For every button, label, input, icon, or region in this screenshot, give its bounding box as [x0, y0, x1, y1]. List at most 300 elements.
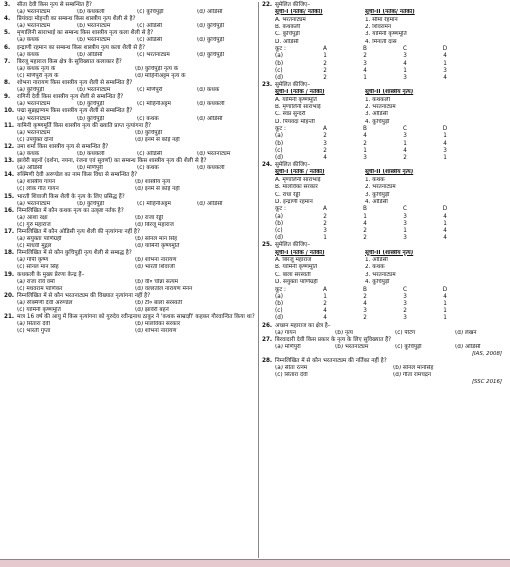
answer-codes [262, 206, 506, 242]
list-1-item: A. मृणालिनी साराभाई [275, 176, 321, 183]
option: (c) माधवी मुद्गल [17, 243, 52, 250]
code-cell: A [323, 206, 327, 213]
list-2-heading: सूची-II (शास्त्रीय नृत्य) [365, 249, 414, 256]
code-row [262, 53, 506, 60]
code-cell: 2 [323, 60, 327, 67]
option: (d) यामिनी कृष्णमूर्ति [135, 243, 180, 250]
question-text: शोभना नारायण किस शास्त्रीय नृत्य शैली से सम्बन्धित हैं? [17, 80, 133, 87]
option: (d) ओडिसी [197, 9, 223, 16]
option: (b) भरतनाट्यम [335, 343, 369, 350]
match-table [262, 9, 506, 46]
option: (a) कथक [17, 150, 40, 157]
list-1-item: B. यामिनी कृष्णमूर्ति [275, 264, 318, 271]
question [4, 80, 256, 94]
question [4, 194, 256, 208]
code-cell: 3 [403, 74, 407, 81]
list-2-item: 1. सीमा रेहमान [365, 16, 398, 23]
code-cell: 3 [443, 67, 447, 74]
options [4, 116, 256, 123]
match-row [262, 192, 506, 199]
question-number: 7. [4, 58, 11, 65]
code-cell: 1 [443, 155, 447, 162]
question-number: 10. [4, 108, 15, 115]
options [4, 37, 256, 44]
code-cell: 1 [403, 228, 407, 235]
match-row [262, 177, 506, 184]
code-row [262, 308, 506, 315]
match-header [262, 169, 506, 176]
list-2-item: 3. भरतनाट्यम [365, 271, 396, 278]
code-cell: 2 [323, 67, 327, 74]
match-row [262, 24, 506, 31]
question-text: सुमेलित कीजिए– [275, 82, 311, 89]
list-1-item: D. संयुक्ता पाणिग्रही [275, 279, 318, 286]
question-number: 12. [4, 143, 15, 150]
question [262, 337, 506, 358]
question-number: 21. [4, 314, 15, 321]
match-row [262, 97, 506, 104]
question-text: प्रियंवदा मोहन्ती का सम्बन्ध किस शास्त्रीय नृत्य शैली से है? [17, 16, 136, 23]
code-cell: (b) [275, 140, 284, 147]
code-cell: 1 [403, 140, 407, 147]
options [262, 344, 506, 351]
list-1-item: B. मालविका सरकार [275, 184, 318, 191]
option: (c) मोहिनीअट्टम [137, 101, 171, 108]
question [4, 208, 256, 229]
options-row [4, 257, 256, 264]
exam-reference: [IAS, 2008] [471, 350, 502, 357]
option: (b) कथकली [77, 9, 105, 16]
option: (d) लेखन [455, 329, 477, 336]
option: (a) भरतनाट्यम [17, 23, 51, 30]
option: (b) शोभना नारायण [135, 257, 177, 264]
answer-codes [262, 126, 506, 162]
question-text: बिरवादारी देवी किस प्रकार के नृत्य के लिए सुविख्यात हैं? [275, 336, 392, 343]
code-cell: 4 [403, 60, 407, 67]
code-cell: (c) [275, 147, 283, 154]
code-cell: (c) [275, 308, 283, 315]
question [4, 250, 256, 271]
option: (c) मणिपुरी नृत्य के [17, 72, 59, 79]
code-cell: 2 [403, 308, 407, 315]
code-cell: 2 [363, 315, 367, 322]
option: (c) ओडिसी [137, 37, 163, 44]
option: (d) शोभना नारायण [135, 328, 177, 335]
option: (b) कुचिपुड़ी [77, 200, 105, 207]
code-cell: 1 [363, 147, 367, 154]
option: (b) कथकली [77, 150, 105, 157]
option: (a) गोपी कृष्ण [17, 257, 49, 264]
option: (d) ओडिसी [197, 200, 223, 207]
code-cell: (b) [275, 220, 284, 227]
code-cell: 4 [323, 315, 327, 322]
code-cell: 4 [363, 67, 367, 74]
question-head [262, 242, 506, 249]
question-text: यामिनी कृष्णमूर्ति किस शास्त्रीय नृत्य की ख्याति प्राप्त नृत्यांगना हैं? [17, 122, 152, 129]
option: (a) सीता रत्नम [275, 365, 308, 372]
option: (a) आशा रक्षा [17, 214, 48, 221]
question-text: बिरजू महाराज किस क्षेत्र के सुविख्यात कलाकार हैं? [17, 58, 122, 65]
code-row [262, 228, 506, 235]
option: (c) कुचिपुड़ी [137, 9, 164, 16]
option: (a) सितारा देवी [17, 321, 51, 328]
question [4, 123, 256, 144]
option: (d) कुचिपुड़ी [197, 23, 225, 30]
code-cell: C [403, 126, 407, 133]
option: (a) भरतनाट्यम [17, 129, 51, 136]
code-cell: 4 [443, 235, 447, 242]
code-cell: B [363, 206, 367, 213]
bottom-bar [0, 559, 510, 567]
question-number: 8. [4, 80, 11, 87]
question [4, 272, 256, 293]
options-row [262, 372, 506, 379]
question [4, 45, 256, 59]
option: (d) झावेरी बहनें [135, 307, 169, 314]
options-row [4, 279, 256, 286]
right-column [262, 2, 506, 386]
options-row [4, 130, 256, 137]
question-head [262, 82, 506, 89]
code-cell: (d) [275, 315, 284, 322]
option: (d) इनमें से कोई नहीं [135, 136, 180, 143]
list-1-item: B. मृणालिनी साराभाई [275, 104, 321, 111]
match-header [262, 250, 506, 257]
question-head [262, 358, 506, 365]
option: (c) कुचिपुड़ी [395, 343, 422, 350]
match-row [262, 264, 506, 271]
options-row [4, 179, 256, 186]
question-head [4, 250, 256, 257]
options-row [4, 286, 256, 293]
list-1-item: D. इन्द्राणी रहमान [275, 199, 313, 205]
question-number: 28. [262, 357, 273, 364]
code-cell: 3 [323, 228, 327, 235]
option: (c) यामिनी कृष्णमूर्ति [17, 307, 61, 314]
code-cell: 1 [323, 235, 327, 242]
question [4, 108, 256, 122]
code-cell: B [363, 286, 367, 293]
question-text: निम्नलिखित में से कौन कुचिपुड़ी नृत्य शैली से सम्बद्ध है? [17, 250, 132, 257]
option: (b) कुचिपुड़ी [135, 129, 163, 136]
code-cell: 1 [443, 133, 447, 140]
question-number: 17. [4, 229, 15, 235]
code-row [262, 301, 506, 308]
question-head [4, 123, 256, 130]
question-head [4, 80, 256, 87]
left-column [4, 2, 256, 335]
option: (d) गीता रामचंद्रन [393, 372, 432, 379]
option: (b) कुचिपुड़ी [77, 101, 105, 108]
answer-codes [262, 46, 506, 82]
code-cell: (d) [275, 74, 284, 81]
option: (a) भरतनाट्यम [17, 200, 51, 207]
column-divider [258, 2, 259, 558]
code-row [262, 294, 506, 301]
code-cell: C [403, 286, 407, 293]
code-cell: कूट : [275, 126, 286, 133]
question [4, 2, 256, 16]
code-cell: 3 [323, 140, 327, 147]
options [4, 201, 256, 208]
question [262, 162, 506, 242]
exam-reference: [SSC 2016] [471, 379, 502, 386]
option: (c) कथक [137, 115, 159, 122]
code-cell: (b) [275, 300, 284, 307]
question-number: 27. [262, 336, 273, 343]
option: (d) कथकली [197, 165, 225, 172]
match-row [262, 111, 506, 118]
code-cell: 4 [363, 133, 367, 140]
code-cell: 4 [443, 213, 447, 220]
question [4, 158, 256, 172]
code-cell: C [403, 46, 407, 53]
list-1-item: A. भरतनाट्यम [275, 16, 306, 23]
code-cell: 2 [323, 220, 327, 227]
list-2-item: 1. ओडिसी [365, 256, 388, 263]
option: (d) मोहिनीअट्टम नृत्य के [135, 72, 186, 79]
option: (a) भरतनाट्यम [17, 9, 51, 16]
question-head [4, 94, 256, 101]
question [262, 242, 506, 322]
question-text: रुक्मिणी देवी अरुण्डेल का नाम किस विधा से सम्बन्धित है? [17, 172, 138, 179]
code-cell: 3 [403, 300, 407, 307]
question-text: रागिनी देवी किस शास्त्रीय नृत्य शैली से सम्बन्धित हैं? [17, 94, 124, 101]
option: (c) भारती गुप्ता [17, 328, 51, 335]
code-cell: कूट : [275, 46, 286, 53]
option: (d) वल्लतोल नारायण मेनन [135, 285, 193, 292]
option: (b) सोनल मान सिंह [135, 236, 178, 243]
question-head [4, 272, 256, 279]
code-cell: 2 [323, 213, 327, 220]
option: (b) सोनल मानसिंह [393, 365, 434, 372]
question [4, 172, 256, 193]
code-cell: 3 [403, 220, 407, 227]
code-cell: 1 [363, 213, 367, 220]
options-row [4, 300, 256, 307]
option: (a) संयुक्ता पाणिग्रही [17, 236, 62, 243]
code-cell: 1 [403, 67, 407, 74]
code-cell: 4 [443, 140, 447, 147]
question-number: 15. [4, 193, 15, 200]
option: (b) मणिपुरी [77, 165, 103, 172]
question-number: 3. [4, 2, 11, 8]
code-row [262, 46, 506, 53]
option: (c) ओडिसी [137, 150, 163, 157]
question-head [4, 229, 256, 236]
option: (a) कथक [17, 51, 40, 58]
match-header [262, 9, 506, 16]
list-2-item: 4. कुचिपुड़ी [365, 279, 390, 286]
option: (a) भरतनाट्यम [17, 101, 51, 108]
list-2-item: 1. कथक [365, 176, 385, 183]
option: (b) कुचिपुड़ी [77, 115, 105, 122]
code-cell: 4 [443, 228, 447, 235]
option: (d) बिरजू महाराज [135, 221, 174, 228]
question-number: 20. [4, 292, 15, 299]
code-cell: 3 [403, 235, 407, 242]
option: (b) भरतनाट्यम [77, 23, 111, 30]
code-cell: 3 [443, 147, 447, 154]
question-text: निम्नलिखित में कौन कथक नृत्य का उत्कृष्ट नर्तक है? [17, 207, 124, 214]
match-row [262, 184, 506, 191]
option: (a) शास्त्रीय गायन [17, 179, 56, 186]
list-2-heading: सूची-II (शास्त्रीय नृत्य) [365, 169, 414, 176]
code-cell: 3 [403, 315, 407, 322]
question-head [4, 158, 256, 165]
list-1-heading: सूची-I (नर्तक / नर्तकी) [275, 89, 325, 96]
code-cell: 2 [323, 133, 327, 140]
question-head [4, 194, 256, 201]
code-cell: 1 [443, 60, 447, 67]
code-cell: (a) [275, 53, 283, 60]
code-cell: D [442, 286, 448, 293]
code-cell: (a) [275, 213, 283, 220]
question-text: कथकली के मुख्य प्रेरणा केन्द्र हैं– [17, 271, 85, 278]
code-row [262, 68, 506, 75]
match-table [262, 89, 506, 126]
code-cell: (c) [275, 228, 283, 235]
code-cell: D [442, 206, 448, 213]
code-cell: B [363, 46, 367, 53]
code-cell: B [363, 126, 367, 133]
code-cell: (c) [275, 67, 283, 74]
question-text: मृणालिनी साराभाई का सम्बन्ध किस शास्त्रीय नृत्य कला शैली से है? [17, 30, 154, 37]
question-head [4, 293, 256, 300]
question [4, 229, 256, 250]
question-number: 4. [4, 16, 11, 23]
code-cell: 1 [443, 220, 447, 227]
code-cell: 4 [363, 220, 367, 227]
code-row [262, 221, 506, 228]
option: (c) सितारा देवी [275, 372, 308, 379]
option: (c) सोनल मान सिंह [17, 264, 59, 271]
list-2-item: 2. भरतनाट्यम [365, 104, 396, 111]
option: (b) कुचिपुड़ी नृत्य के [135, 65, 179, 72]
options-row [4, 321, 256, 328]
code-cell: 2 [323, 300, 327, 307]
code-cell: 2 [403, 155, 407, 162]
question-text: इन्द्राणी रहमान का सम्बन्ध किस शास्त्रीय नृत्य कला शैली से है? [17, 44, 145, 51]
code-cell: D [442, 126, 448, 133]
option: (a) गायन [275, 329, 296, 336]
list-1-heading: सूची-I (नर्तक / नर्तकी) [275, 169, 325, 176]
match-row [262, 39, 506, 46]
code-cell: 3 [363, 155, 367, 162]
code-cell: 4 [323, 155, 327, 162]
match-row [262, 199, 506, 206]
list-1-item: C. कुचिपुड़ी [275, 31, 300, 38]
code-row [262, 214, 506, 221]
question-head [262, 2, 506, 9]
match-table [262, 169, 506, 206]
question-text: भारती शिवाजी किस शैली के नृत्य के लिए प्रसिद्ध हैं? [17, 193, 125, 200]
question-head [4, 144, 256, 151]
question-text: सुमेलित कीजिए– [275, 2, 311, 8]
question-text: पद्मा सुब्रह्मण्यम किस शास्त्रीय नृत्य शैली से सम्बन्धित हैं? [17, 108, 133, 115]
code-cell: (b) [275, 60, 284, 67]
option: (d) कथक [197, 87, 220, 94]
code-cell: A [323, 126, 327, 133]
match-row [262, 17, 506, 24]
options [4, 52, 256, 59]
option: (b) वी० चौन्ना सत्यम [135, 278, 179, 285]
options-row [4, 73, 256, 80]
option: (d) ओडिसी [455, 343, 481, 350]
question [4, 293, 256, 314]
options-row [4, 66, 256, 73]
question-text: अच्छन महाराज का क्षेत्र है– [275, 322, 331, 329]
option: (c) मधवराम पाणिकर [17, 285, 63, 292]
code-row [262, 126, 506, 133]
option: (b) भरतनाट्यम [77, 87, 111, 94]
match-row [262, 272, 506, 279]
code-cell: D [442, 46, 448, 53]
question [4, 94, 256, 108]
option: (a) भरतनाट्यम [17, 115, 51, 122]
list-2-item: 2. शिवरामन [365, 23, 392, 30]
options-row [4, 186, 256, 193]
code-cell: 3 [363, 60, 367, 67]
question-number: 24. [262, 162, 273, 169]
code-cell: (d) [275, 235, 284, 242]
code-cell: 1 [363, 74, 367, 81]
match-row [262, 257, 506, 264]
options [262, 330, 506, 337]
code-cell: कूट : [275, 206, 286, 213]
option: (c) मोहिनीअट्टम [137, 200, 171, 207]
list-1-heading: सूची-I (नर्तक / नर्तकी) [275, 249, 325, 256]
option: (c) भरतनाट्यम [137, 51, 170, 58]
option: (c) उपर्युक्त दोनों [17, 136, 54, 143]
option: (c) कथक [137, 165, 159, 172]
list-2-item: 3. ओडिसी [365, 111, 388, 118]
code-row [262, 206, 506, 213]
question-text: सुमेलित कीजिए– [275, 242, 311, 249]
code-cell: 2 [363, 235, 367, 242]
question-head [4, 30, 256, 37]
list-2-item: 3. कुचिपुड़ी [365, 191, 390, 198]
list-2-item: 4. ओडिसी [365, 199, 388, 205]
question-text: निम्नलिखित में से कौन भरतनाट्यम की विख्यात नृत्यांगना नहीं है? [17, 292, 151, 299]
list-1-item: B. कथकली [275, 23, 301, 30]
question-number: 26. [262, 322, 273, 329]
code-cell: 3 [363, 308, 367, 315]
option: (d) इनमें से कोई नहीं [135, 186, 180, 193]
code-row [262, 133, 506, 140]
question-text: उमा शर्मा किस शास्त्रीय नृत्य से सम्बन्धित हैं? [17, 143, 109, 150]
code-cell: A [323, 286, 327, 293]
code-cell: A [323, 46, 327, 53]
code-row [262, 61, 506, 68]
code-cell: 1 [443, 315, 447, 322]
list-1-item: D. पियंवदा मोहन्ती [275, 118, 315, 125]
question-number: 22. [262, 2, 273, 8]
question-head [4, 2, 256, 9]
question-number: 6. [4, 44, 11, 51]
code-cell: (a) [275, 133, 283, 140]
option: (a) राजा रवि वर्मा [17, 278, 55, 285]
option: (c) लोक गीत गायन [17, 186, 59, 193]
question-head [4, 172, 256, 179]
option: (c) ओडिसी [137, 23, 163, 30]
question-number: 13. [4, 158, 15, 165]
option: (c) पेंटिंग [395, 329, 416, 336]
question-text: निम्नलिखित में कौन ओडिसी नृत्य शैली की नृत्यांगना नहीं है? [17, 229, 140, 235]
question-head [4, 45, 256, 52]
code-cell: 2 [323, 74, 327, 81]
option: (d) कुचिपुड़ी [197, 37, 225, 44]
